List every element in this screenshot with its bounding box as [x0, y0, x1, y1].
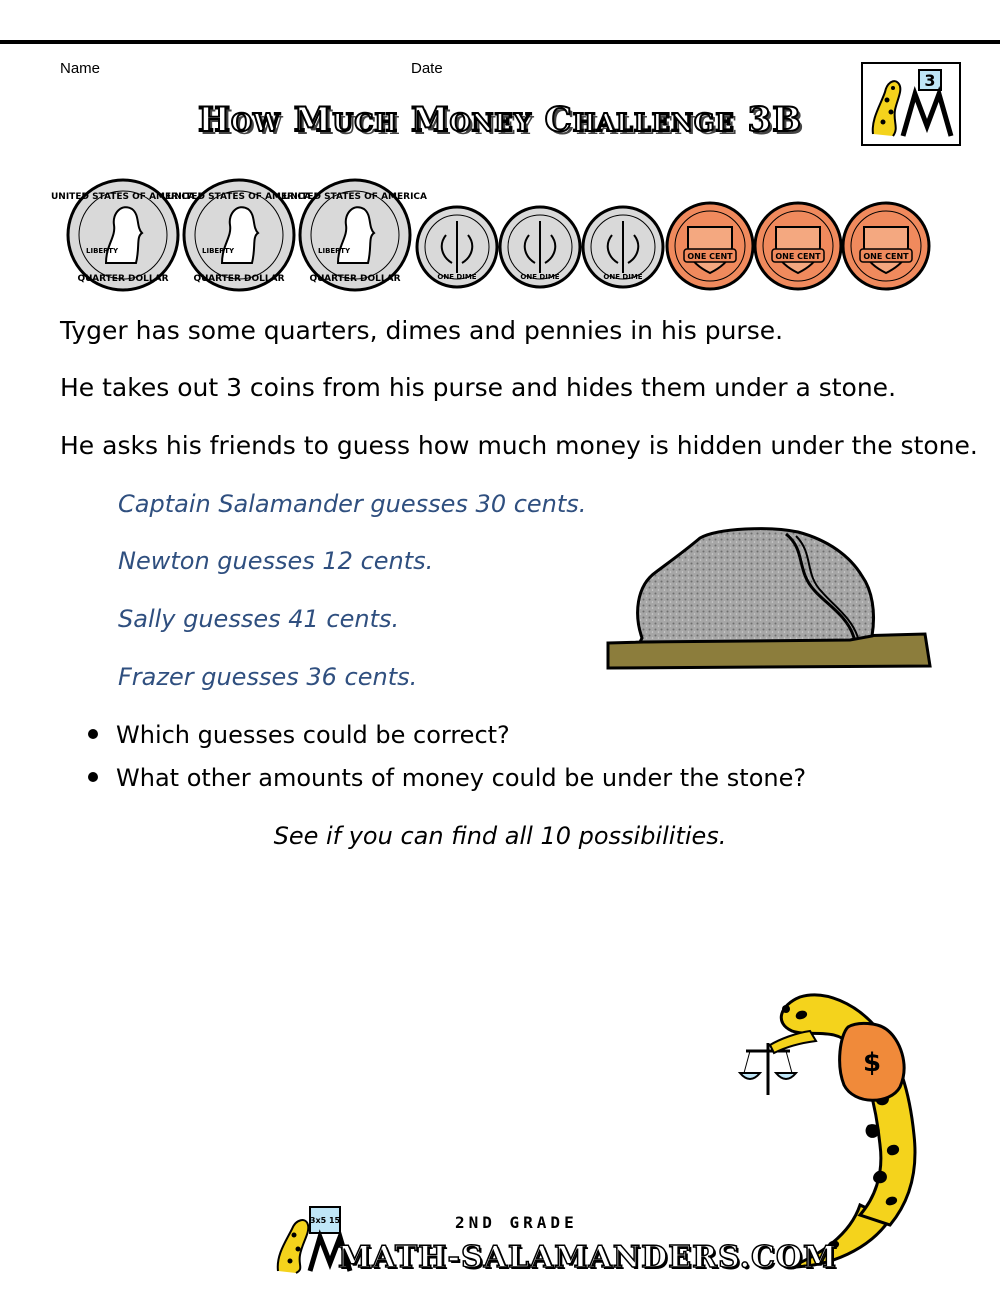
quarter-bottom-text: QUARTER DOLLAR — [193, 274, 285, 284]
bag-dollar-symbol: $ — [862, 1048, 882, 1078]
story-line-3: He asks his friends to guess how much money is hidden under the stone. — [60, 431, 978, 460]
salamander-logo-icon — [863, 64, 959, 144]
dime-bottom-text: ONE DIME — [520, 273, 560, 281]
top-rule — [0, 40, 1000, 44]
hint-text: See if you can find all 10 possibilities. — [273, 822, 727, 850]
coins-row — [50, 175, 936, 295]
date-label: Date — [411, 60, 443, 77]
question-2 — [88, 764, 806, 792]
quarter-bottom-text: QUARTER DOLLAR — [77, 274, 169, 284]
dime-bottom-text: ONE DIME — [603, 273, 643, 281]
quarter-top-text: UNITED STATES OF AMERICA — [166, 192, 312, 202]
penny-coin-icon — [843, 203, 929, 289]
penny-text: ONE CENT — [687, 252, 733, 261]
question-1 — [88, 721, 510, 749]
penny-coin-icon — [667, 203, 753, 289]
dime-coin-icon — [417, 207, 497, 287]
question-text: What other amounts of money could be under the stone? — [116, 764, 807, 792]
story-line-1: Tyger has some quarters, dimes and pennies in his purse. — [60, 316, 784, 345]
dime-coin-icon — [583, 207, 663, 287]
dime-bottom-text: ONE DIME — [437, 273, 477, 281]
quarter-coin-icon — [283, 180, 427, 290]
penny-text: ONE CENT — [863, 252, 909, 261]
bullet-icon — [88, 729, 98, 739]
guess-newton: Newton guesses 12 cents. — [118, 547, 434, 575]
quarter-liberty-text: LIBERTY — [86, 247, 119, 255]
quarter-bottom-text: QUARTER DOLLAR — [309, 274, 401, 284]
quarter-liberty-text: LIBERTY — [318, 247, 351, 255]
footer-site-name[interactable]: MATH-SALAMANDERS.COM — [338, 1240, 838, 1275]
dime-coin-icon — [500, 207, 580, 287]
quarter-liberty-text: LIBERTY — [202, 247, 235, 255]
name-label: Name — [60, 60, 101, 77]
guess-frazer: Frazer guesses 36 cents. — [118, 663, 418, 691]
quarter-top-text: UNITED STATES OF AMERICA — [50, 192, 196, 202]
sign-text: 3x5 15 — [309, 1216, 341, 1225]
page-title: How Much Money Challenge 3B — [197, 100, 803, 140]
penny-coin-icon — [755, 203, 841, 289]
bullet-icon — [88, 772, 98, 782]
penny-text: ONE CENT — [775, 252, 821, 261]
guess-sally: Sally guesses 41 cents. — [118, 605, 400, 633]
grade-logo-badge — [861, 62, 961, 146]
quarter-top-text: UNITED STATES OF AMERICA — [282, 192, 428, 202]
guess-captain-salamander: Captain Salamander guesses 30 cents. — [118, 490, 587, 518]
grade-badge-number: 3 — [924, 71, 936, 90]
question-text: Which guesses could be correct? — [116, 721, 510, 749]
stone-illustration — [600, 520, 940, 680]
salamander-mascot-icon — [740, 975, 970, 1275]
footer-grade: 2ND GRADE — [455, 1213, 578, 1232]
story-line-2: He takes out 3 coins from his purse and hides them under a stone. — [60, 373, 897, 402]
